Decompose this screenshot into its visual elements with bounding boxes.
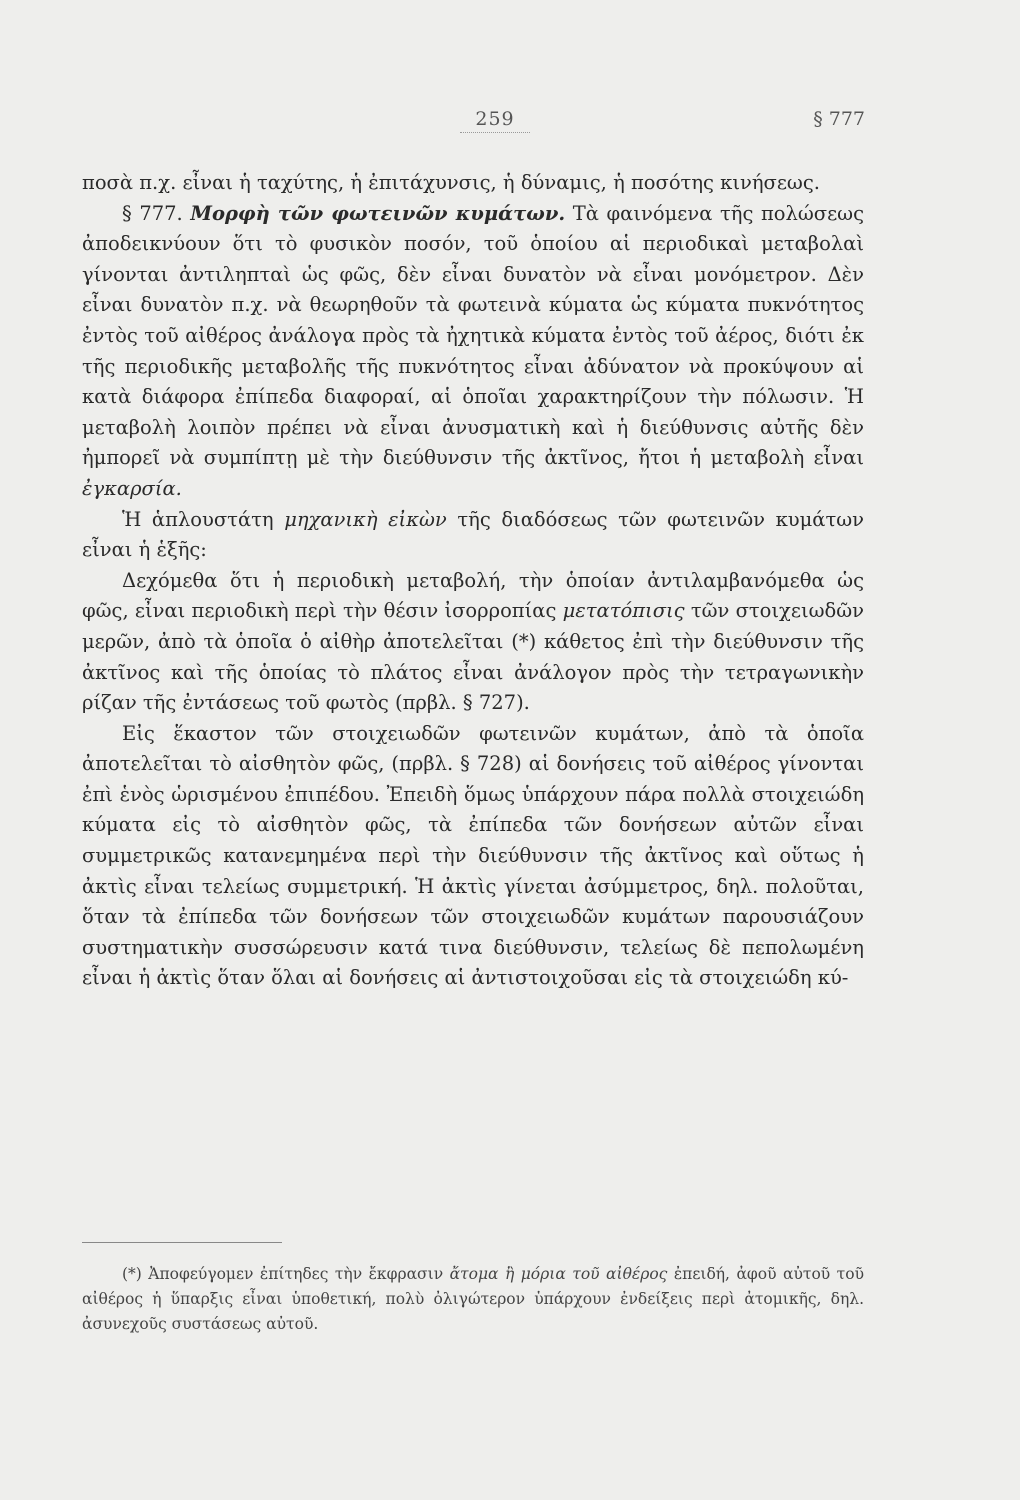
paragraph-1 [82,168,864,199]
footnote-italic: ἄτομα ἢ μόρια τοῦ αἰθέρος [449,1265,668,1283]
section-title: Μορφὴ τῶν φωτεινῶν κυμάτων. [190,201,566,225]
footnote-text-a: (*) Ἀποφεύγομεν ἐπίτηδες τὴν ἔκφρασιν [122,1265,444,1283]
footnote-divider [82,1242,282,1243]
paragraph-2-italic: ἐγκαρσία. [82,476,182,500]
paragraph-4-text-b: τῶν στοιχειωδῶν μερῶν, ἀπὸ τὰ ὁποῖα ὁ αἰθὴρ ἀποτελεῖται (*) κάθετος ἐπὶ τὴν διεύθυνσιν τῆς ἀκτῖνος καὶ τῆς ὁποίας τὸ πλάτος εἶναι ἀνάλογον πρὸς τὴν τετραγωνικὴν ρίζαν τῆς ἐντάσεως τοῦ φωτὸς (πρβλ. § 727). [82,599,865,715]
footnote-text-b: ἐπειδή, ἀφοῦ αὐτοῦ τοῦ αἰθέρος ἡ ὕπαρξις εἶναι ὑποθετική, πολὺ ὀλιγώτερον ὑπάρχουν ἐνδείξεις περὶ ἀτομικῆς, δηλ. ἀσυνεχοῦς συστάσεως αὐτοῦ. [82,1265,864,1333]
running-section-ref: § 777 [813,108,865,130]
footnote [82,1262,864,1337]
page-number [445,108,545,133]
paragraph-3 [82,505,864,566]
page-number-text: 259 [475,108,515,130]
main-text [82,168,864,994]
paragraph-1-text: ποσὰ π.χ. εἶναι ἡ ταχύτης, ἡ ἐπιτάχυνσις, ἡ δύναμις, ἡ ποσότης κινήσεως. [82,171,820,194]
paragraph-4-text-a: Δεχόμεθα ὅτι ἡ περιοδικὴ μεταβολή, τὴν ὁποίαν ἀντιλαμβανόμεθα ὡς φῶς, εἶναι περιοδικὴ περὶ τὴν θέσιν ἰσορροπίας [82,568,864,623]
paragraph-5 [82,719,864,994]
paragraph-3-text-a: Ἡ ἁπλουστάτη [122,507,274,531]
page-number-underline [460,132,530,133]
paragraph-3-italic: μηχανικὴ εἰκὼν [284,507,447,531]
paragraph-4-italic: μετατόπισις [562,599,685,623]
section-number: § 777. [122,201,183,225]
paragraph-2 [82,199,864,505]
footnote-paragraph [82,1262,864,1337]
paragraph-3-text-b: τῆς διαδόσεως τῶν φωτεινῶν κυμάτων εἶναι ἡ ἑξῆς: [82,507,864,562]
paragraph-4 [82,566,864,719]
paragraph-5-text: Εἰς ἕκαστον τῶν στοιχειωδῶν φωτεινῶν κυμάτων, ἀπὸ τὰ ὁποῖα ἀποτελεῖται τὸ αἰσθητὸν φῶς, (πρβλ. § 728) αἱ δονήσεις τοῦ αἰθέρος γίνονται ἐπὶ ἑνὸς ὡρισμένου ἐπιπέδου. Ἐπειδὴ ὅμως ὑπάρχουν πάρα πολλὰ στοιχειώδη κύματα εἰς τὸ αἰσθητὸν φῶς, τὰ ἐπίπεδα τῶν δονήσεων αὐτῶν εἶναι συμμετρικῶς κατανεμημένα περὶ τὴν διεύθυνσιν τῆς ἀκτῖνος καὶ οὕτως ἡ ἀκτὶς εἶναι τελείως συμμετρική. Ἡ ἀκτὶς γίνεται ἀσύμμετρος, δηλ. πολοῦται, ὅταν τὰ ἐπίπεδα τῶν δονήσεων τῶν στοιχειωδῶν κυμάτων παρουσιάζουν συστηματικὴν συσσώρευσιν κατά τινα διεύθυνσιν, τελείως δὲ πεπολωμένη εἶναι ἡ ἀκτὶς ὅταν ὅλαι αἱ δονήσεις αἱ ἀντιστοιχοῦσαι εἰς τὰ στοιχειώδη κύ- [82,721,864,990]
paragraph-2-text: Τὰ φαινόμενα τῆς πολώσεως ἀποδεικνύουν ὅτι τὸ φυσικὸν ποσόν, τοῦ ὁποίου αἱ περιοδικαὶ μεταβολαὶ γίνονται ἀντιληπταὶ ὡς φῶς, δὲν εἶναι δυνατὸν νὰ εἶναι μονόμετρον. Δὲν εἶναι δυνατὸν π.χ. νὰ θεωρηθοῦν τὰ φωτεινὰ κύματα ὡς κύματα πυκνότητος ἐντὸς τοῦ αἰθέρος ἀνάλογα πρὸς τὰ ἠχητικὰ κύματα ἐντὸς τοῦ ἀέρος, διότι ἐκ τῆς περιοδικῆς μεταβολῆς τῆς πυκνότητος εἶναι ἀδύνατον νὰ προκύψουν αἱ κατὰ διάφορα ἐπίπεδα διαφοραί, αἱ ὁποῖαι χαρακτηρίζουν τὴν πόλωσιν. Ἡ μεταβολὴ λοιπὸν πρέπει νὰ εἶναι ἀνυσματικὴ καὶ ἡ διεύθυνσις αὐτῆς δὲν ἠμπορεῖ νὰ συμπίπτῃ μὲ τὴν διεύθυνσιν τῆς ἀκτῖνος, ἤτοι ἡ μεταβολὴ εἶναι [82,201,864,470]
